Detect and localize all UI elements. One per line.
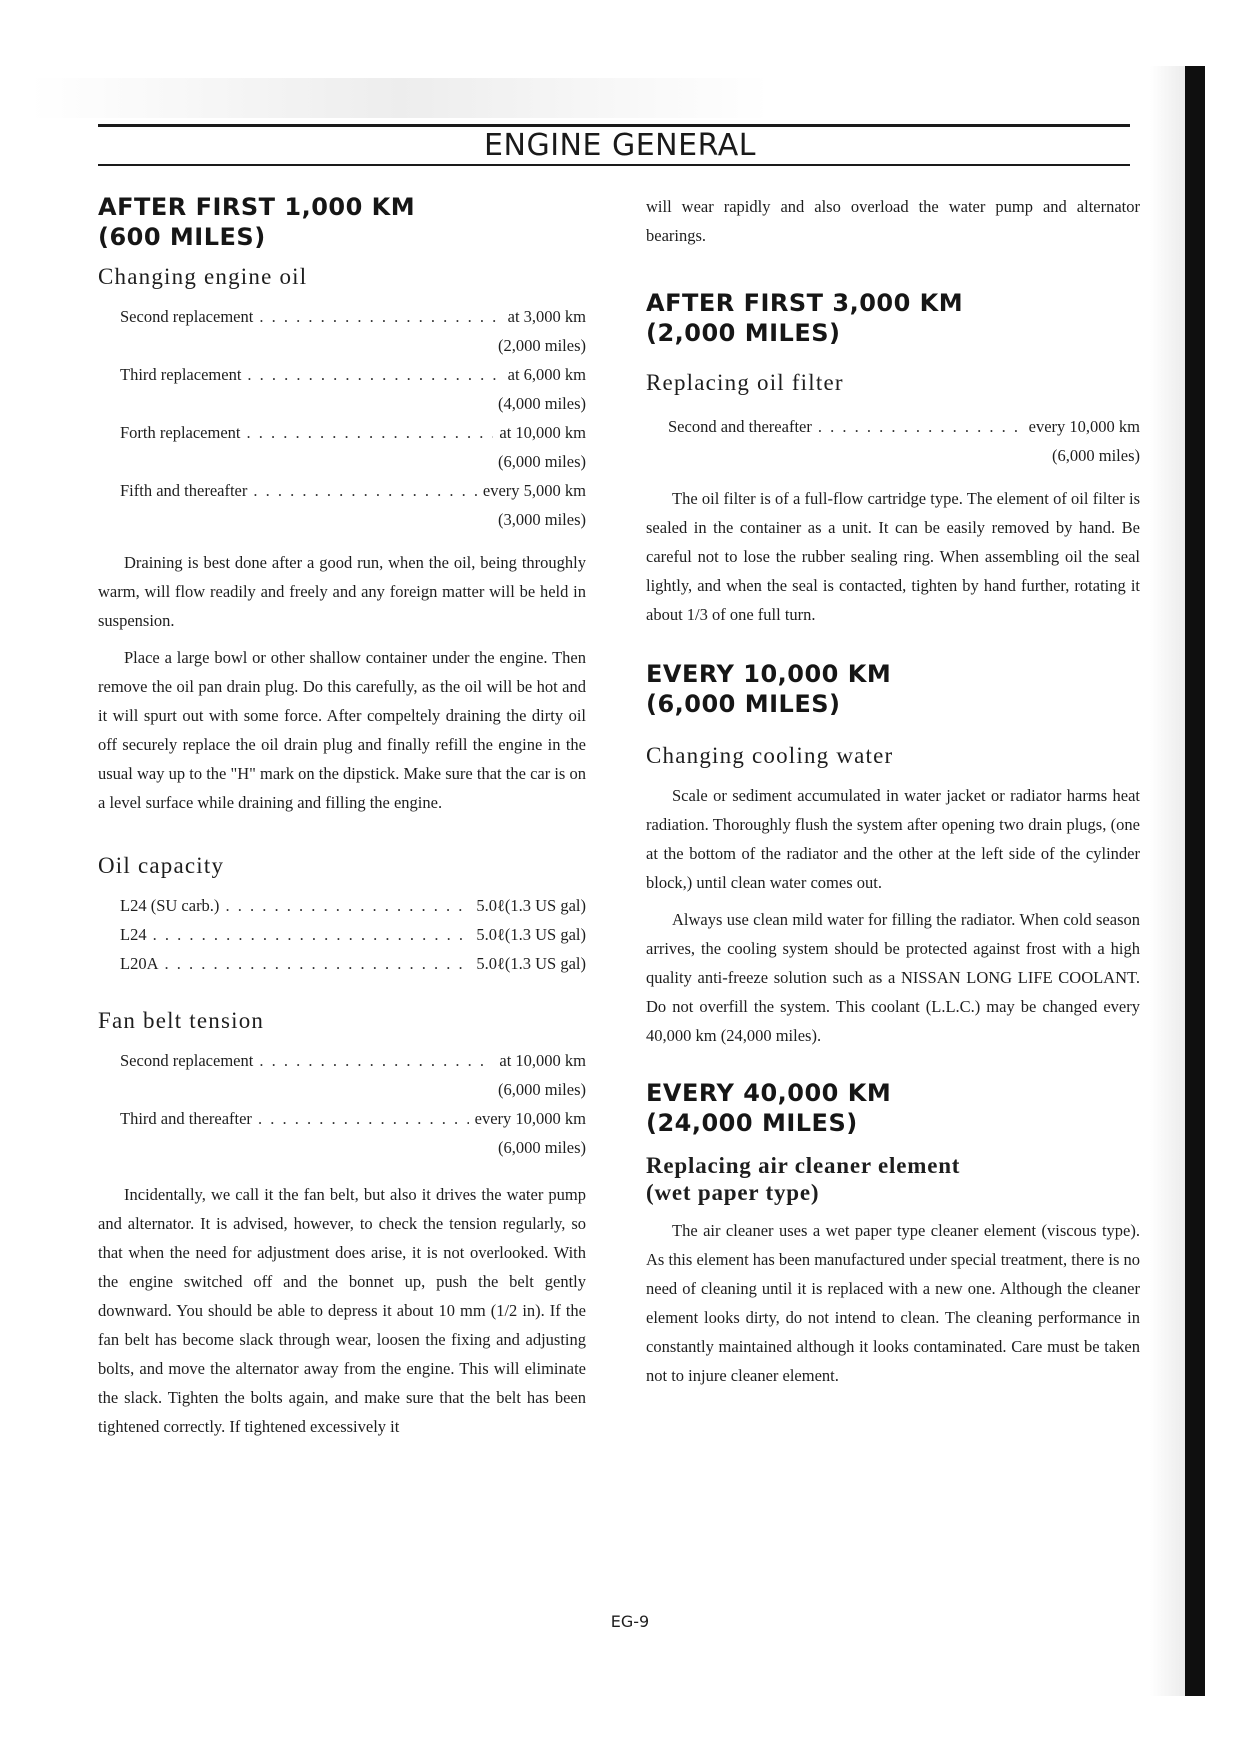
- leader-dots: [259, 302, 501, 331]
- header-rule-bottom: [98, 164, 1130, 166]
- leader-dots: [253, 476, 477, 505]
- spec-value: 5.0ℓ(1.3 US gal): [476, 896, 586, 915]
- spec-row: [120, 920, 586, 949]
- spec-label: Forth replacement: [120, 423, 241, 442]
- spec-row: [120, 949, 586, 978]
- heading-line: (6,000 MILES): [646, 690, 841, 718]
- scan-edge-shadow: [1150, 66, 1185, 1696]
- spec-value: at 10,000 km: [499, 1051, 586, 1070]
- spec-value: at 6,000 km: [507, 365, 586, 384]
- leader-dots: [258, 1104, 469, 1133]
- subheading-changing-engine-oil: Changing engine oil: [98, 264, 308, 289]
- spec-row: [120, 1046, 586, 1075]
- section-heading-first-3000km: [646, 288, 1140, 348]
- heading-line: EVERY 40,000 KM: [646, 1079, 892, 1107]
- spec-value: at 10,000 km: [499, 423, 586, 442]
- leader-dots: [165, 949, 471, 978]
- oil-capacity-table: [98, 891, 586, 978]
- paragraph-drain-procedure: Place a large bowl or other shallow container under the engine. Then remove the oil pan drain plug. Do this carefully, as the oil will be hot and it will spurt out with some force. After compeltely draining the dirty oil off securely replace the oil drain plug and finally refill the engine in the usual way up to the "H" mark on the dipstick. Make sure that the car is on a level surface while draining and filling the engine.: [98, 648, 586, 812]
- spec-row: [120, 1104, 586, 1133]
- spec-label: L20A: [120, 954, 159, 973]
- spec-row: [668, 412, 1140, 441]
- page-number: EG-9: [610, 1612, 650, 1631]
- spec-value: 5.0ℓ(1.3 US gal): [476, 954, 586, 973]
- left-column: [98, 192, 586, 1449]
- subheading-changing-cooling-water: Changing cooling water: [646, 743, 894, 768]
- right-column: [646, 192, 1140, 1398]
- spec-value: every 10,000 km: [474, 1109, 586, 1128]
- spec-row: [120, 891, 586, 920]
- scan-bleed-through: [30, 78, 770, 118]
- section-heading-every-40000km: [646, 1078, 1140, 1138]
- paragraph-cooling-flush: Scale or sediment accumulated in water jacket or radiator harms heat radiation. Thoroughly flush the system after opening two drain plugs, (one at the bottom of the radiator and the other at the left side of the cylinder block,) until clean water comes out.: [646, 786, 1140, 892]
- spec-row: [120, 418, 586, 447]
- spec-label: Second replacement: [120, 307, 254, 326]
- fan-belt-schedule: [98, 1046, 586, 1162]
- paragraph-air-cleaner: The air cleaner uses a wet paper type cleaner element (viscous type). As this element has been manufactured under special treatment, there is no need of cleaning until it is replaced with a new one. Although the cleaner element looks dirty, do not intend to clean. The cleaning performance in constantly maintained although it looks contaminated. Care must be taken not to injure cleaner element.: [646, 1221, 1140, 1385]
- spec-label: L24: [120, 925, 147, 944]
- leader-dots: [818, 412, 1023, 441]
- spec-label: L24 (SU carb.): [120, 896, 220, 915]
- spec-value-alt: (6,000 miles): [498, 1080, 586, 1099]
- page-title: ENGINE GENERAL: [484, 128, 756, 163]
- leader-dots: [247, 360, 501, 389]
- subheading-oil-capacity: Oil capacity: [98, 853, 225, 878]
- section-heading-every-10000km: [646, 659, 1140, 719]
- paragraph-fan-belt: Incidentally, we call it the fan belt, but also it drives the water pump and alternator. It is advised, however, to check the tension regularly, so that when the need for adjustment does arise, it is not overlooked. With the engine switched off and the bonnet up, push the belt gently downward. You should be able to depress it about 10 mm (1/2 in). If the fan belt has become slack through wear, loosen the fixing and adjusting bolts, and move the alternator away from the engine. This will eliminate the slack. Tighten the bolts again, and make sure that the belt has been tightened correctly. If tightened excessively it: [98, 1185, 586, 1436]
- heading-line: EVERY 10,000 KM: [646, 660, 892, 688]
- header-rule-top: [98, 124, 1130, 127]
- leader-dots: [153, 920, 471, 949]
- leader-dots: [247, 418, 494, 447]
- heading-line: AFTER FIRST 1,000 KM: [98, 193, 416, 221]
- spec-label: Second replacement: [120, 1051, 254, 1070]
- heading-line: (2,000 MILES): [646, 319, 841, 347]
- spec-label: Second and thereafter: [668, 417, 812, 436]
- leader-dots: [259, 1046, 493, 1075]
- spec-value-alt: (6,000 miles): [498, 452, 586, 471]
- spec-value-alt: (6,000 miles): [498, 1138, 586, 1157]
- spec-value: every 5,000 km: [482, 481, 586, 500]
- spec-label: Third replacement: [120, 365, 242, 384]
- spec-value: 5.0ℓ(1.3 US gal): [476, 925, 586, 944]
- scan-edge-border: [1185, 66, 1205, 1696]
- spec-value: at 3,000 km: [507, 307, 586, 326]
- spec-value-alt: (4,000 miles): [498, 394, 586, 413]
- leader-dots: [225, 891, 470, 920]
- subheading-line: (wet paper type): [646, 1180, 820, 1205]
- spec-label: Third and thereafter: [120, 1109, 252, 1128]
- heading-line: (600 MILES): [98, 223, 266, 251]
- spec-row: [120, 360, 586, 389]
- section-heading-first-1000km: [98, 192, 586, 252]
- paragraph-continued: will wear rapidly and also overload the water pump and alternator bearings.: [646, 197, 1140, 245]
- paragraph-cooling-antifreeze: Always use clean mild water for filling the radiator. When cold season arrives, the cooling system should be protected against frost with a high quality anti-freeze solution such as a NISSAN LONG LIFE COOLANT. Do not overfill the system. This coolant (L.L.C.) may be changed every 40,000 km (24,000 miles).: [646, 910, 1140, 1045]
- subheading-line: Replacing air cleaner element: [646, 1153, 961, 1178]
- spec-value: every 10,000 km: [1028, 417, 1140, 436]
- oil-change-schedule: [98, 302, 586, 534]
- subheading-replacing-oil-filter: Replacing oil filter: [646, 370, 844, 395]
- subheading-air-cleaner: [646, 1152, 1140, 1206]
- spec-value-alt: (2,000 miles): [498, 336, 586, 355]
- paragraph-oil-filter: The oil filter is of a full-flow cartridge type. The element of oil filter is sealed in the container as a unit. It can be easily removed by hand. Be careful not to lose the rubber sealing ring. When assembling oil the seal lightly, and when the seal is contacted, tighten by hand further, rotating it about 1/3 of one full turn.: [646, 489, 1140, 624]
- heading-line: (24,000 MILES): [646, 1109, 858, 1137]
- subheading-fan-belt-tension: Fan belt tension: [98, 1008, 265, 1033]
- spec-label: Fifth and thereafter: [120, 481, 248, 500]
- paragraph-draining: Draining is best done after a good run, when the oil, being throughly warm, will flow readily and freely and any foreign matter will be held in suspension.: [98, 553, 586, 630]
- spec-value-alt: (6,000 miles): [1052, 446, 1140, 465]
- spec-row: [120, 302, 586, 331]
- spec-row: [120, 476, 586, 505]
- spec-value-alt: (3,000 miles): [498, 510, 586, 529]
- heading-line: AFTER FIRST 3,000 KM: [646, 289, 964, 317]
